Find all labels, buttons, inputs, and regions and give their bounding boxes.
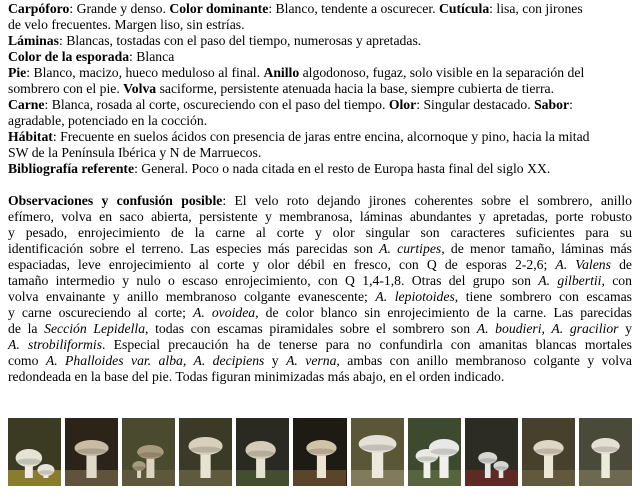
mushroom-photo-10 bbox=[522, 418, 575, 486]
habitat-line-1: Hábitat: Frecuente en suelos ácidos con presencia de jaras entre encina, alcornoque y pino, hacia la mitad bbox=[8, 129, 590, 144]
mushroom-photo-6 bbox=[293, 418, 346, 486]
laminas-line: Láminas: Blancas, tostadas con el paso del tiempo, numerosas y apretadas. bbox=[8, 33, 422, 48]
habitat-line-2: SW de la Península Ibérica y N de Marruecos. bbox=[8, 145, 262, 160]
mushroom-photo-2 bbox=[65, 418, 118, 486]
description-text bbox=[8, 1, 632, 385]
paragraph-gap bbox=[8, 177, 632, 193]
carpoforo-line-1: Carpóforo: Grande y denso. Color dominante: Blanco, tendente a oscurecer. Cutícula: lisa, con jirones bbox=[8, 1, 583, 16]
obs-line-2: efímero, volva en saco abierta, persistente y membranosa, láminas abundantes y apretadas, porte robusto bbox=[8, 209, 632, 224]
pie-line-1: Pie: Blanco, macizo, hueco meduloso al final. Anillo algodonoso, fugaz, solo visible en la separación del bbox=[8, 65, 585, 80]
mushroom-photo-7 bbox=[351, 418, 404, 486]
thumbnail-strip bbox=[8, 418, 632, 486]
carne-line-2: agradable, potenciado en la cocción. bbox=[8, 113, 208, 128]
carpoforo-line-2: de velo frecuentes. Margen liso, sin estrías. bbox=[8, 17, 245, 32]
obs-line-8: y carne oscureciendo al corte; A. ovoidea, de color blanco sin enrojecimiento de la carne. Las parecidas bbox=[8, 305, 632, 320]
mushroom-photo-5 bbox=[236, 418, 289, 486]
mushroom-photo-8 bbox=[408, 418, 461, 486]
pie-line-2: sombrero con el pie. Volva saciforme, persistente atenuada hacia la base, siempre cubierta de tierra. bbox=[8, 81, 555, 96]
mushroom-photo-11 bbox=[579, 418, 632, 486]
obs-line-3: y pesado, enrojecimiento de la carne al corte y olor singular son caracteres suficientes para su bbox=[8, 225, 632, 240]
esporada-line: Color de la esporada: Blanca bbox=[8, 49, 175, 64]
obs-line-12: redondeada en la base del pie. Todas figuran minimizadas más abajo, en el orden indicado. bbox=[8, 369, 505, 384]
obs-line-6: tamaño intermedio y nulo o escaso enrojecimiento, con Q 1,4-1,8. Otras del grupo son A. gilbertii, con bbox=[8, 273, 632, 288]
obs-line-1: Observaciones y confusión posible: El velo roto dejando jirones coherentes sobre el sombrero, anillo bbox=[8, 193, 632, 208]
obs-line-7: volva envainante y anillo membranoso colgante evanescente; A. lepiotoides, tiene sombrero con escamas bbox=[8, 289, 632, 304]
carne-line-1: Carne: Blanca, rosada al corte, oscureciendo con el paso del tiempo. Olor: Singular destacado. Sabor: bbox=[8, 97, 573, 112]
obs-line-10: A. strobiliformis. Especial precaución ha de tenerse para no confundirla con amanitas blancas mortales bbox=[8, 337, 632, 352]
mushroom-photo-1 bbox=[8, 418, 61, 486]
obs-line-9: de la Sección Lepidella, todas con escamas piramidales sobre el sombrero son A. boudieri, A. gracilior y bbox=[8, 321, 633, 336]
bibliografia-line: Bibliografía referente: General. Poco o nada citada en el resto de Europa hasta final del siglo XX. bbox=[8, 161, 551, 176]
obs-line-11: como A. Phalloides var. alba, A. decipiens y A. verna, ambas con anillo membranoso colgante y volva bbox=[8, 353, 632, 368]
mushroom-photo-4 bbox=[179, 418, 232, 486]
obs-line-4: identificación sobre el terreno. Las especies más parecidas son A. curtipes, de menor tamaño, láminas más bbox=[8, 241, 632, 256]
mushroom-photo-9 bbox=[465, 418, 518, 486]
mushroom-photo-3 bbox=[122, 418, 175, 486]
obs-line-5: espaciadas, leve enrojecimiento al corte y olor débil en fresco, con Q de esporas 2-2,6; A. Valens de bbox=[8, 257, 632, 272]
